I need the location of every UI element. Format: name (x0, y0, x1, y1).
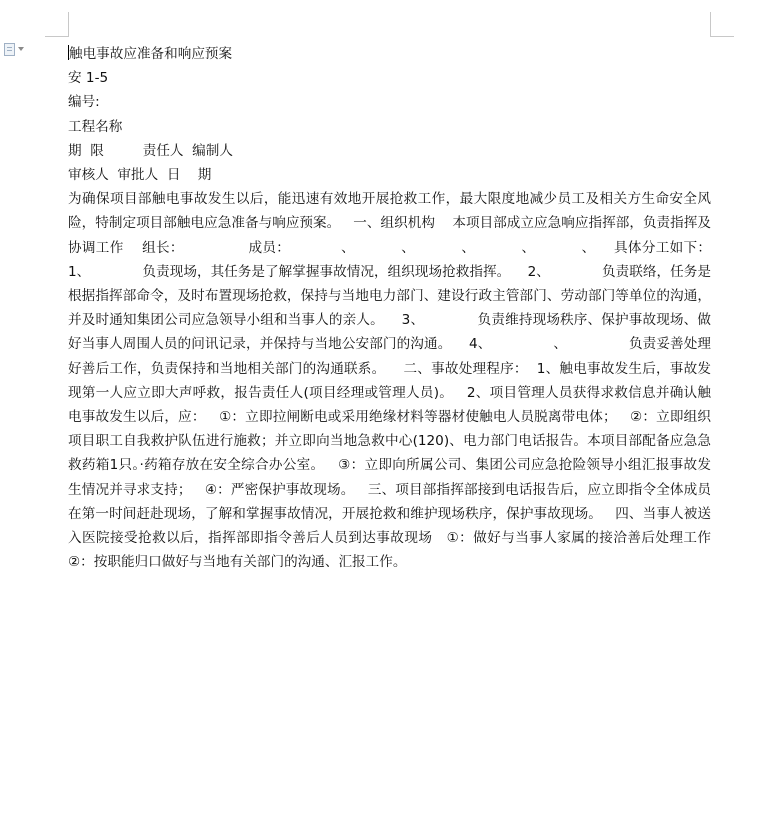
crop-mark-top-left-vertical (68, 12, 69, 36)
crop-mark-top-left (45, 36, 69, 37)
plan-body-paragraph: 为确保项目部触电事故发生以后，能迅速有效地开展抢救工作，最大限度地减少员工及相关方生命安全风险，特制定项目部触电应急准备与响应预案。 一、组织机构 本项目部成立应急响应指挥部，负责指挥及协调工作 组长： 成员： 、 、 、 、 、 具体分工如下： 1、 负责现场，其任务是了解掌握事故情况，组织现场抢救指挥。 2、 负责联络，任务是根据指挥部命令，及时布置现场抢救，保持与当地电力部门、建设行政主管部门、劳动部门等单位的沟通，并及时通知集团公司应急领导小组和当事人的亲人。 3、 负责维持现场秩序、保护事故现场、做好当事人周围人员的问讯记录，并保持与当地公安部门的沟通。 4、 、 负责妥善处理好善后工作，负责保持和当地相关部门的沟通联系。 二、事故处理程序： 1、触电事故发生后，事故发现第一人应立即大声呼救，报告责任人(项目经理或管理人员)。 2、项目管理人员获得求救信息并确认触电事故发生以后，应： ①：立即拉闸断电或采用绝缘材料等器材使触电人员脱离带电体； ②：立即组织项目职工自我救护队伍进行施救；并立即向当地急救中心(120)、电力部门电话报告。本项目部配备应急急救药箱1只。·药箱存放在安全综合办公室。 ③：立即向所属公司、集团公司应急抢险领导小组汇报事故发生情况并寻求支持； ④：严密保护事故现场。 三、项目部指挥部接到电话报告后，应立即指令全体成员在第一时间赶赴现场，了解和掌握事故情况，开展抢救和维护现场秩序，保护事故现场。 四、当事人被送入医院接受抢救以后，指挥部即指令善后人员到达事故现场 ①：做好与当事人家属的接洽善后处理工作②：按职能归口做好与当地有关部门的沟通、汇报工作。 (68, 191, 729, 571)
chevron-down-icon (18, 47, 24, 51)
document-code: 安 1-5 (68, 70, 109, 87)
crop-mark-top-right (710, 36, 734, 37)
document-body[interactable] (68, 42, 729, 574)
project-name-label: 工程名称 (68, 118, 123, 135)
review-approval-line: 审核人 审批人 日 期 (68, 167, 212, 184)
number-label: 编号: (68, 94, 100, 111)
period-responsible-line: 期 限 责任人 编制人 (68, 142, 233, 159)
crop-mark-top-right-vertical (710, 12, 711, 36)
document-title: 触电事故应准备和响应预案 (69, 46, 233, 62)
paragraph-options-button[interactable] (4, 42, 28, 56)
document-title-line (68, 42, 711, 66)
document-icon (4, 43, 15, 56)
